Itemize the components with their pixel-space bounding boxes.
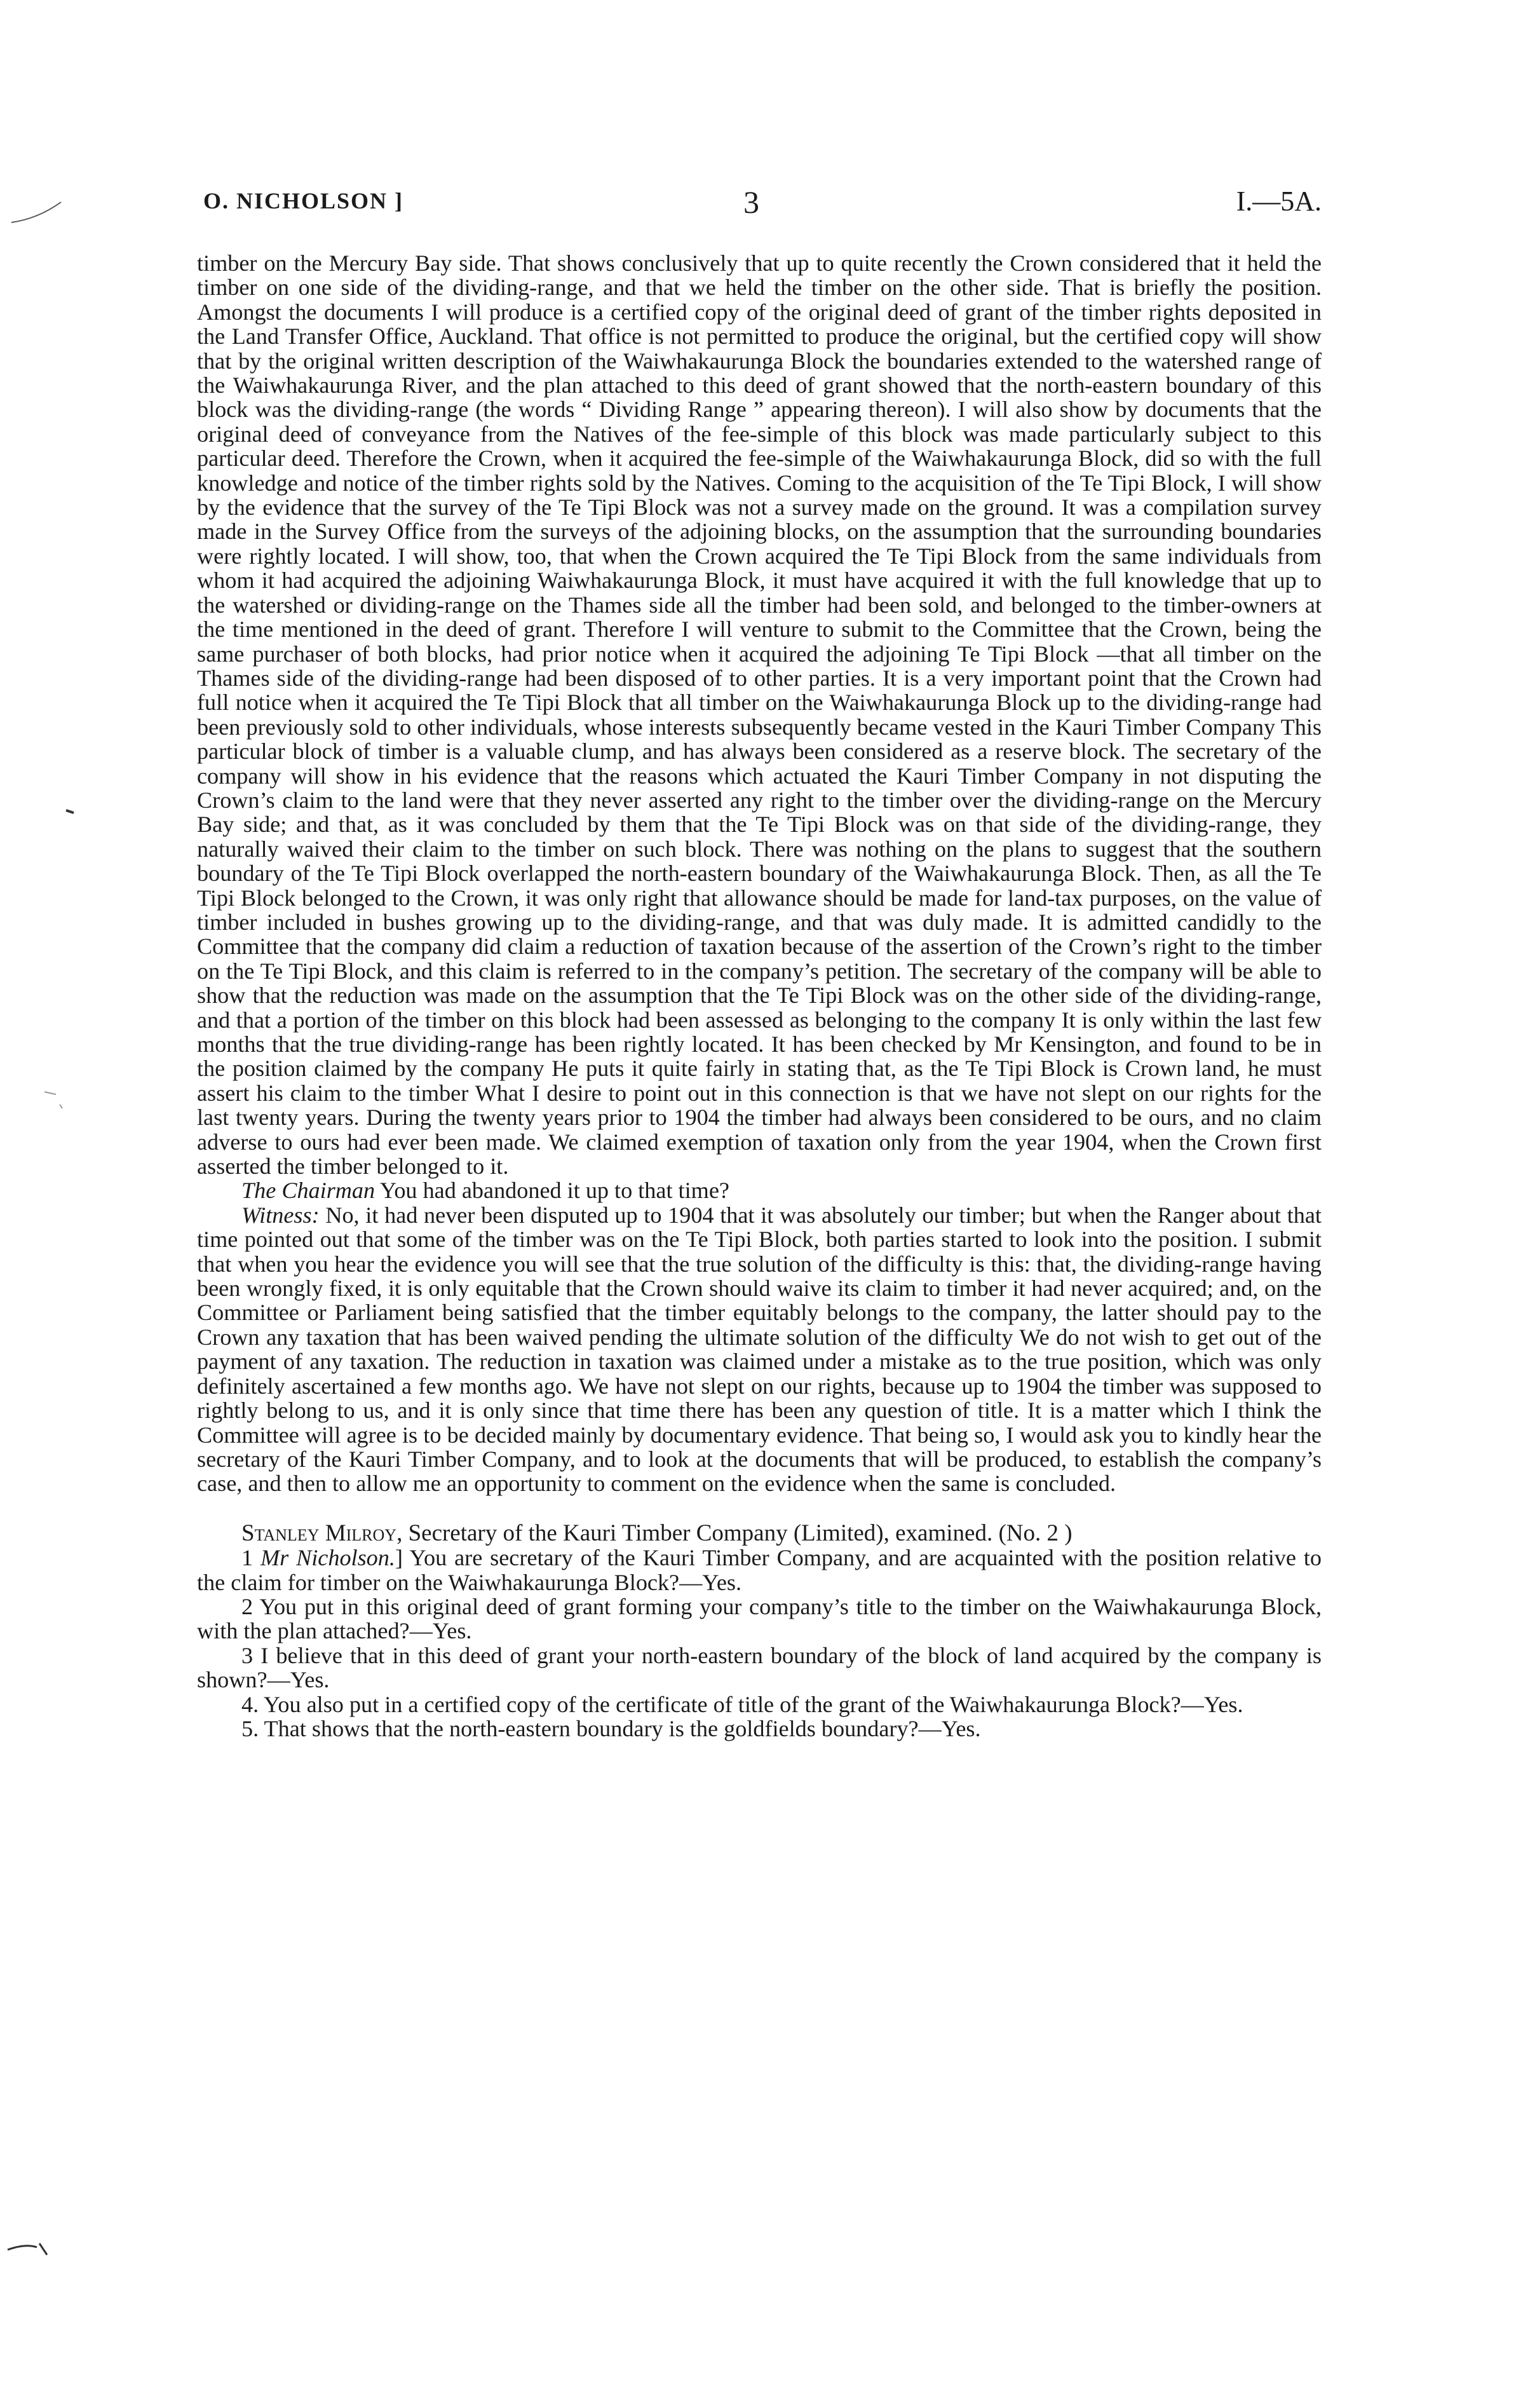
question-number: 1 xyxy=(241,1545,261,1571)
speaker-label: The Chairman xyxy=(241,1178,376,1204)
speaker-label: Witness: xyxy=(241,1202,320,1228)
question-text: You had abandoned it up to that time? xyxy=(375,1178,729,1204)
question-1 xyxy=(197,1546,1322,1595)
document-reference: I.—5A. xyxy=(1236,186,1322,217)
question-2: 2 You put in this original deed of grant forming your company’s title to the timber on the Waiwhakaurunga Block, with the plan attached?—Yes. xyxy=(197,1593,1322,1644)
header-witness-name: O. NICHOLSON ] xyxy=(203,188,404,214)
paragraph-testimony: timber on the Mercury Bay side. That shows conclusively that up to quite recently the Crown considered that it held the timber on one side of the dividing-range, and that we held the timber on the other side. That is briefly the position. Amongst the documents I will produce is a certified copy of the original deed of grant of the timber rights deposited in the Land Transfer Office, Auckland. That office is not permitted to produce the original, but the certified copy will show that by the original written description of the Waiwhakaurunga Block the boundaries extended to the watershed range of the Waiwhakaurunga River, and the plan attached to this deed of grant showed that the north-eastern boundary of this block was the dividing-range (the words “ Dividing Range ” appearing thereon). I will also show by documents that the original deed of conveyance from the Natives of the fee-simple of this block was made particularly subject to this particular deed. Therefore the Crown, when it acquired the fee-simple of the Waiwhakaurunga Block, did so with the full knowledge and notice of the timber rights sold by the Natives. Coming to the acquisition of the Te Tipi Block, I will show by the evidence that the survey of the Te Tipi Block was not a survey made on the ground. It was a compilation survey made in the Survey Office from the surveys of the adjoining blocks, on the assumption that the surrounding boundaries were rightly located. I will show, too, that when the Crown acquired the Te Tipi Block from the same individuals from whom it had acquired the adjoining Waiwhakaurunga Block, it must have acquired it with the full knowledge that up to the watershed or dividing-range on the Thames side all the timber had been sold, and belonged to the timber-owners at the time mentioned in the deed of grant. Therefore I will venture to submit to the Committee that the Crown, being the same purchaser of both blocks, had prior notice when it acquired the adjoining Te Tipi Block —that all timber on the Thames side of the dividing-range had been disposed of to other parties. It is a very important point that the Crown had full notice when it acquired the Te Tipi Block that all timber on the Waiwhakaurunga Block up to the dividing-range had been previously sold to other individuals, whose interests subsequently became vested in the Kauri Timber Company This particular block of timber is a valuable clump, and has always been considered as a reserve block. The secretary of the company will show in his evidence that the reasons which actuated the Kauri Timber Company in not disputing the Crown’s claim to the land were that they never asserted any right to the timber over the dividing-range on the Mercury Bay side; and that, as it was concluded by them that the Te Tipi Block was on that side of the dividing-range, they naturally waived their claim to the timber on such block. There was nothing on the plans to suggest that the southern boundary of the Te Tipi Block overlapped the north-eastern boundary of the Waiwhakaurunga Block. Then, as all the Te Tipi Block belonged to the Crown, it was only right that allowance should be made for land-tax purposes, on the value of timber included in bushes growing up to the dividing-range, and that was duly made. It is admitted candidly to the Committee that the company did claim a reduction of taxation because of the assertion of the Crown’s right to the timber on the Te Tipi Block, and this claim is referred to in the company’s petition. The secretary of the company will be able to show that the reduction was made on the assumption that the Te Tipi Block was on the other side of the dividing-range, and that a portion of the timber on this block had been assessed as belonging to the company It is only within the last few months that the true dividing-range has been rightly located. It has been checked by Mr Kensington, and found to be in the position claimed by the company He puts it quite fairly in stating that, as the Te Tipi Block is Crown land, he must assert his claim to the timber What I desire to point out in this connection is that we have not slept on our rights for the last twenty years. During the twenty years prior to 1904 the timber had always been considered to be ours, and no claim adverse to ours had ever been made. We claimed exemption of taxation only from the year 1904, when the Crown first asserted the timber belonged to it. xyxy=(197,250,1322,1180)
witness-name: Stanley Milroy xyxy=(241,1520,397,1546)
speaker-label: Mr Nicholson. xyxy=(260,1545,395,1571)
paragraph-chairman-question xyxy=(197,1178,1322,1202)
witness-title: , Secretary of the Kauri Timber Company (Limited), examined. (No. 2 ) xyxy=(396,1520,1073,1546)
section-gap xyxy=(197,1496,1322,1521)
question-3: 3 I believe that in this deed of grant your north-eastern boundary of the block of land acquired by the company is shown?—Yes. xyxy=(197,1642,1322,1693)
margin-pencil-mark xyxy=(11,202,61,222)
question-text: ] You are secretary of the Kauri Timber Company, and are acquainted with the position relative to the claim for timber on the Waiwhakaurunga Block?—Yes. xyxy=(197,1545,1322,1595)
examination-heading xyxy=(197,1521,1322,1546)
paragraph-witness-answer xyxy=(197,1203,1322,1496)
answer-text: No, it had never been disputed up to 1904 that it was absolutely our timber; but when the Ranger about that time pointed out that some of the timber was on the Te Tipi Block, both parties started to look into the position. I submit that when you hear the evidence you will see that the true solution of the difficulty is this: that, the dividing-range having been wrongly fixed, it is only equitable that the Crown should waive its claim to timber it had never acquired; and, on the Committee or Parliament being satisfied that the timber equitably belongs to the company, the latter should pay to the Crown any taxation that has been waived pending the ultimate solution of the difficulty We do not wish to get out of the payment of any taxation. The reduction in taxation was claimed under a mistake as to the true position, which was only definitely ascertained a few months ago. We have not slept on our rights, because up to 1904 the timber was supposed to rightly belong to us, and it is only since that time there has been any question of title. It is a matter which I think the Committee will agree is to be decided mainly by documentary evidence. That being so, I would ask you to kindly hear the secretary of the Kauri Timber Company, and to look at the documents that will be produced, to establish the company’s case, and then to allow me an opportunity to comment on the evidence when the same is concluded. xyxy=(197,1202,1322,1497)
margin-dots-mark xyxy=(44,1092,62,1108)
question-5: 5. That shows that the north-eastern boundary is the goldfields boundary?—Yes. xyxy=(241,1715,981,1741)
body-text xyxy=(197,251,1322,1741)
page-header xyxy=(203,184,1322,232)
margin-bracket-mark xyxy=(8,2243,47,2255)
margin-dash-mark xyxy=(66,810,74,813)
question-4: 4. You also put in a certified copy of the certificate of title of the grant of the Waiwhakaurunga Block?—Yes. xyxy=(241,1691,1243,1717)
page-number: 3 xyxy=(743,184,759,220)
